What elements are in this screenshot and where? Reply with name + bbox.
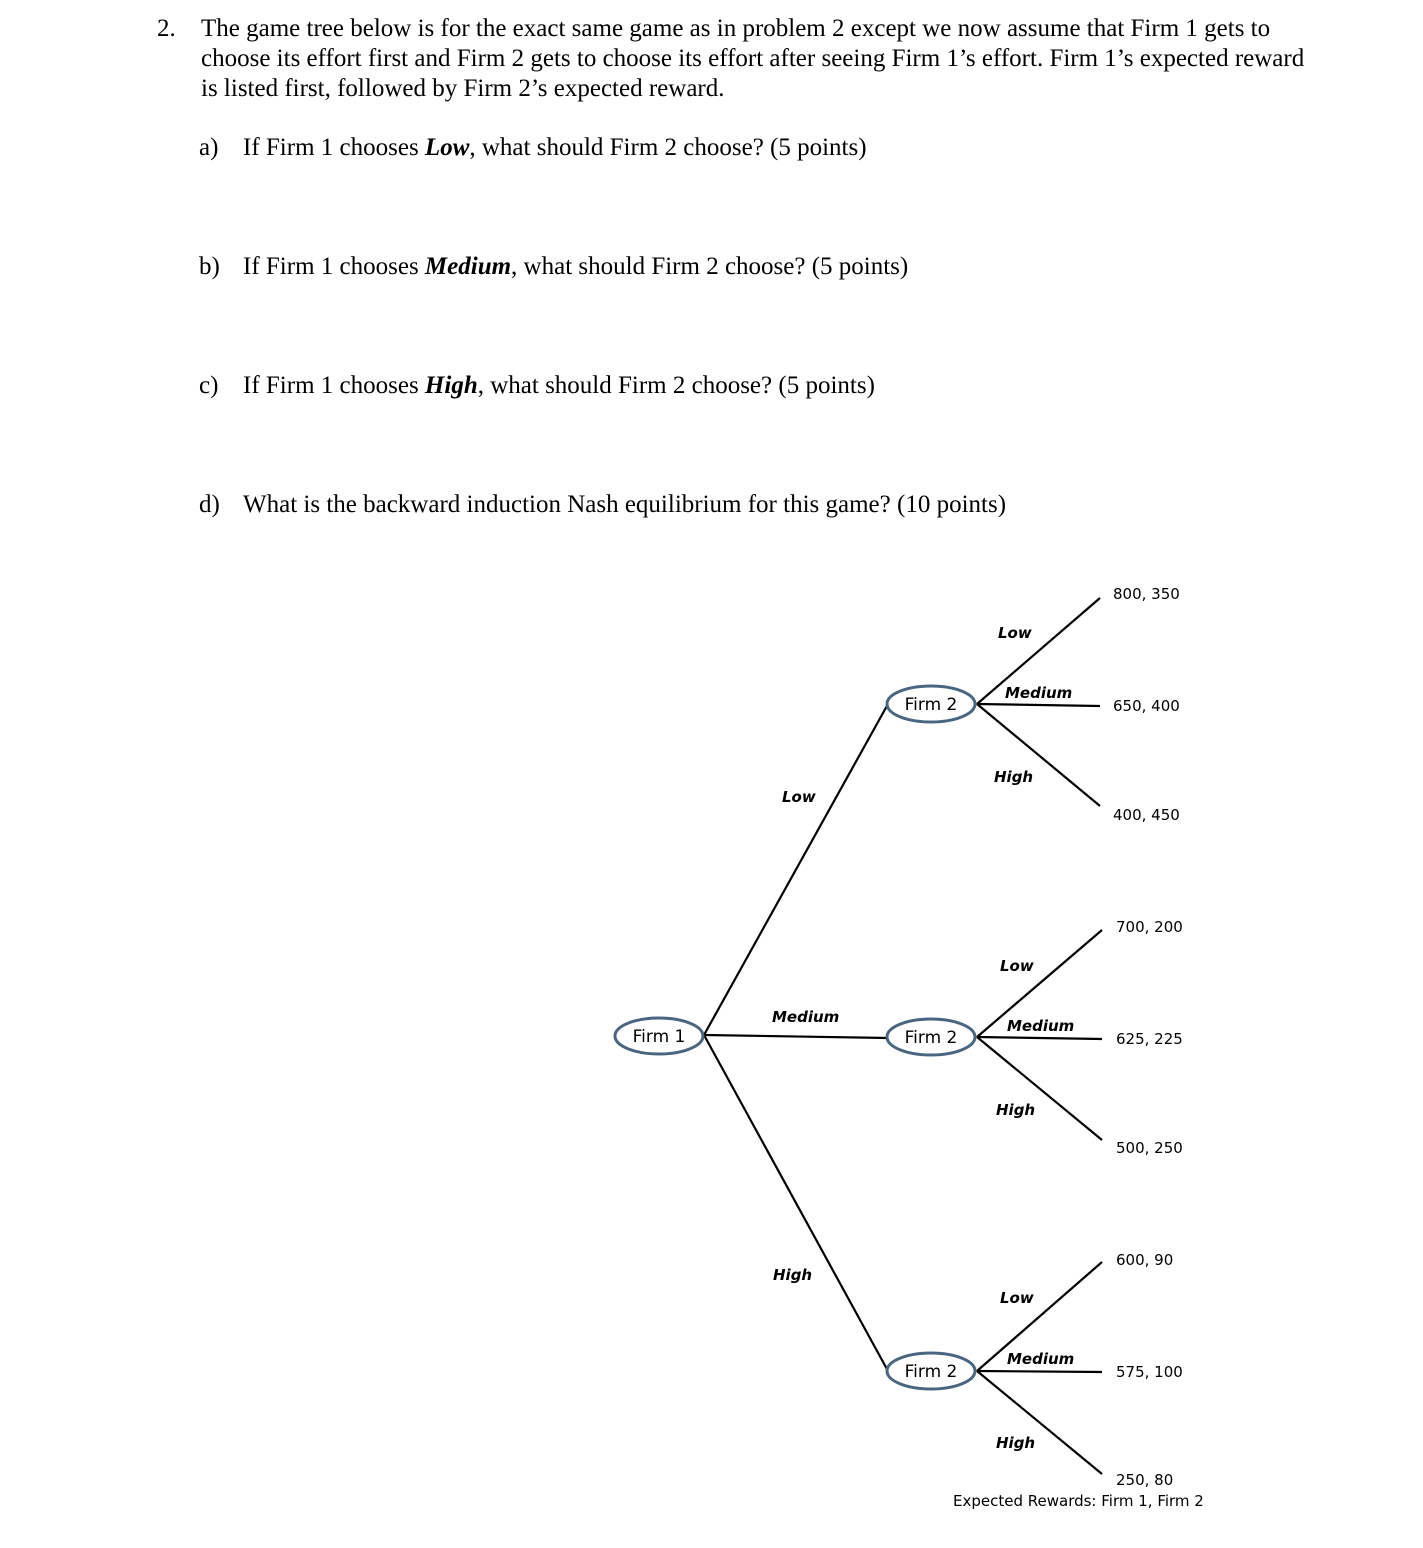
part-a-text-before: If Firm 1 chooses	[243, 134, 425, 161]
payoff-medium-medium: 625, 225	[1116, 1030, 1183, 1048]
node-firm2-top-label: Firm 2	[904, 695, 958, 715]
firm1-branch-medium: Medium	[772, 1008, 840, 1026]
payoff-high-high: 250, 80	[1116, 1471, 1174, 1489]
question-number: 2.	[157, 15, 176, 42]
edge-firm1-low	[704, 704, 888, 1035]
node-firm1-label: Firm 1	[632, 1027, 686, 1047]
firm1-branch-high: High	[773, 1266, 813, 1284]
node-firm2-bot-label: Firm 2	[904, 1362, 958, 1382]
question-intro: The game tree below is for the exact same game as in problem 2 except we now assume that Firm 1 gets to choose its effort first and Firm 2 gets to choose its effort after seeing Firm 1’s effort. Firm 1’s expected reward is listed first, followed by Firm 2’s expected reward.	[201, 15, 1305, 102]
edge-n1-medium	[977, 704, 1100, 706]
payoff-low-low: 800, 350	[1113, 585, 1180, 603]
part-a-emph: Low	[424, 134, 470, 161]
part-c-label: c)	[199, 372, 219, 399]
n3-branch-low: Low	[1000, 1289, 1034, 1307]
part-b-text-before: If Firm 1 chooses	[243, 253, 425, 280]
payoff-high-medium: 575, 100	[1116, 1363, 1183, 1381]
part-a-label: a)	[199, 134, 219, 161]
firm1-branch-low: Low	[782, 788, 816, 806]
edge-n2-medium	[977, 1037, 1102, 1039]
payoff-medium-low: 700, 200	[1116, 918, 1183, 936]
part-c-text-after: , what should Firm 2 choose? (5 points)	[477, 372, 875, 399]
node-firm2-mid-label: Firm 2	[904, 1028, 958, 1048]
n2-branch-low: Low	[1000, 957, 1034, 975]
payoff-legend: Expected Rewards: Firm 1, Firm 2	[953, 1492, 1204, 1510]
edge-n3-high	[977, 1371, 1102, 1474]
part-b-text-after: , what should Firm 2 choose? (5 points)	[511, 253, 909, 280]
edge-n3-medium	[977, 1371, 1102, 1372]
n2-branch-medium: Medium	[1007, 1017, 1075, 1035]
n1-branch-high: High	[994, 768, 1034, 786]
part-b-emph: Medium	[424, 253, 512, 280]
n1-branch-low: Low	[998, 624, 1032, 642]
part-d-text: What is the backward induction Nash equilibrium for this game? (10 points)	[243, 491, 1007, 518]
edge-firm1-high	[704, 1035, 888, 1371]
payoffs	[1113, 585, 1183, 1489]
n1-branch-medium: Medium	[1005, 684, 1073, 702]
n3-branch-medium: Medium	[1007, 1350, 1075, 1368]
payoff-low-medium: 650, 400	[1113, 697, 1180, 715]
edge-n2-high	[977, 1037, 1102, 1140]
part-a-text-after: , what should Firm 2 choose? (5 points)	[469, 134, 867, 161]
edge-n1-high	[977, 704, 1100, 806]
payoff-low-high: 400, 450	[1113, 806, 1180, 824]
edge-firm1-medium	[704, 1035, 888, 1038]
part-c-text-before: If Firm 1 chooses	[243, 372, 425, 399]
payoff-high-low: 600, 90	[1116, 1251, 1174, 1269]
n3-branch-high: High	[996, 1434, 1036, 1452]
part-b-label: b)	[199, 253, 220, 280]
n2-branch-high: High	[996, 1101, 1036, 1119]
part-c-emph: High	[424, 372, 478, 399]
part-d-label: d)	[199, 491, 220, 518]
payoff-medium-high: 500, 250	[1116, 1139, 1183, 1157]
